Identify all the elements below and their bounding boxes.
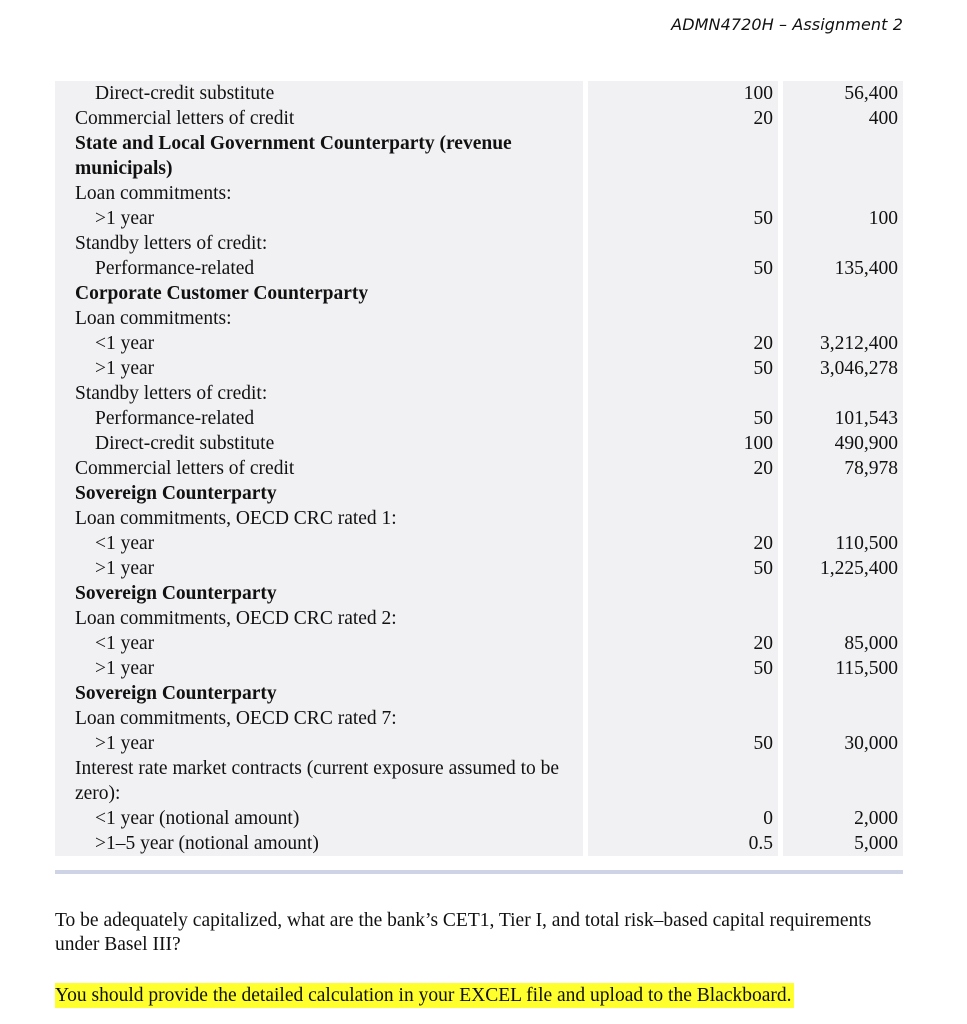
table-row bbox=[55, 756, 903, 806]
section-heading bbox=[55, 681, 583, 706]
table-row bbox=[55, 231, 903, 256]
table-row bbox=[55, 531, 903, 556]
table-row bbox=[55, 131, 903, 181]
row-label-text: Commercial letters of credit bbox=[75, 108, 295, 129]
row-label-text: >1 year bbox=[95, 658, 155, 679]
section-heading bbox=[55, 281, 583, 306]
row-label-text: Direct-credit substitute bbox=[95, 83, 275, 104]
row-label bbox=[55, 631, 583, 656]
section-heading bbox=[55, 481, 583, 506]
section-heading bbox=[55, 131, 583, 181]
row-label bbox=[55, 356, 583, 381]
row-label-text: Direct-credit substitute bbox=[95, 433, 275, 454]
row-label-text: Standby letters of credit: bbox=[75, 233, 268, 254]
conversion-factor-cell: 50 bbox=[588, 256, 778, 281]
amount-cell bbox=[783, 481, 903, 506]
table-row bbox=[55, 281, 903, 306]
amount-cell bbox=[783, 306, 903, 331]
row-label bbox=[55, 756, 583, 806]
document-header: ADMN4720H – Assignment 2 bbox=[671, 15, 903, 34]
row-label-text: Sovereign Counterparty bbox=[75, 583, 277, 604]
table-row bbox=[55, 381, 903, 406]
row-label bbox=[55, 431, 583, 456]
row-label-text: Loan commitments: bbox=[75, 308, 232, 329]
row-label-text: Performance-related bbox=[95, 408, 255, 429]
conversion-factor-cell: 50 bbox=[588, 206, 778, 231]
conversion-factor-cell: 100 bbox=[588, 81, 778, 106]
row-label bbox=[55, 731, 583, 756]
amount-cell bbox=[783, 281, 903, 306]
row-label-text: Sovereign Counterparty bbox=[75, 683, 277, 704]
amount-cell: 101,543 bbox=[783, 406, 903, 431]
conversion-factor-cell bbox=[588, 281, 778, 306]
table-row bbox=[55, 731, 903, 756]
amount-cell: 30,000 bbox=[783, 731, 903, 756]
table-row bbox=[55, 356, 903, 381]
table-row bbox=[55, 706, 903, 731]
row-label-text: Interest rate market contracts (current exposure assumed to be zero): bbox=[75, 758, 560, 804]
conversion-factor-cell bbox=[588, 231, 778, 256]
table-row bbox=[55, 431, 903, 456]
row-label-text: Loan commitments: bbox=[75, 183, 232, 204]
table-row bbox=[55, 481, 903, 506]
table-row bbox=[55, 331, 903, 356]
conversion-factor-cell: 20 bbox=[588, 631, 778, 656]
row-label-text: >1 year bbox=[95, 733, 155, 754]
amount-cell bbox=[783, 231, 903, 256]
table-row bbox=[55, 556, 903, 581]
row-label-text: Commercial letters of credit bbox=[75, 458, 295, 479]
conversion-factor-cell: 50 bbox=[588, 731, 778, 756]
row-label bbox=[55, 806, 583, 831]
amount-cell: 85,000 bbox=[783, 631, 903, 656]
table-row bbox=[55, 81, 903, 106]
conversion-factor-cell: 0 bbox=[588, 806, 778, 831]
conversion-factor-cell: 20 bbox=[588, 531, 778, 556]
amount-cell: 1,225,400 bbox=[783, 556, 903, 581]
amount-cell: 135,400 bbox=[783, 256, 903, 281]
amount-cell: 2,000 bbox=[783, 806, 903, 831]
conversion-factor-cell: 100 bbox=[588, 431, 778, 456]
table-row bbox=[55, 806, 903, 831]
off-balance-sheet-table bbox=[55, 81, 903, 856]
table-row bbox=[55, 831, 903, 856]
amount-cell: 5,000 bbox=[783, 831, 903, 856]
row-label-text: <1 year bbox=[95, 333, 155, 354]
row-label-text: Loan commitments, OECD CRC rated 2: bbox=[75, 608, 397, 629]
conversion-factor-cell: 0.5 bbox=[588, 831, 778, 856]
row-label bbox=[55, 656, 583, 681]
amount-cell: 400 bbox=[783, 106, 903, 131]
conversion-factor-cell: 20 bbox=[588, 331, 778, 356]
row-label-text: >1 year bbox=[95, 208, 155, 229]
conversion-factor-cell bbox=[588, 506, 778, 531]
table-row bbox=[55, 106, 903, 131]
row-label bbox=[55, 606, 583, 631]
row-label-text: >1 year bbox=[95, 558, 155, 579]
conversion-factor-cell bbox=[588, 306, 778, 331]
amount-cell: 100 bbox=[783, 206, 903, 231]
row-label bbox=[55, 831, 583, 856]
conversion-factor-cell bbox=[588, 181, 778, 206]
section-separator bbox=[55, 870, 903, 874]
conversion-factor-cell bbox=[588, 381, 778, 406]
row-label bbox=[55, 231, 583, 256]
amount-cell bbox=[783, 581, 903, 606]
amount-cell bbox=[783, 131, 903, 181]
amount-cell bbox=[783, 181, 903, 206]
table-row bbox=[55, 606, 903, 631]
row-label-text: Corporate Customer Counterparty bbox=[75, 283, 369, 304]
conversion-factor-cell: 50 bbox=[588, 656, 778, 681]
row-label bbox=[55, 331, 583, 356]
row-label-text: <1 year bbox=[95, 533, 155, 554]
conversion-factor-cell: 50 bbox=[588, 406, 778, 431]
table-row bbox=[55, 581, 903, 606]
conversion-factor-cell: 50 bbox=[588, 356, 778, 381]
amount-cell: 115,500 bbox=[783, 656, 903, 681]
conversion-factor-cell bbox=[588, 131, 778, 181]
row-label bbox=[55, 106, 583, 131]
conversion-factor-cell bbox=[588, 581, 778, 606]
conversion-factor-cell bbox=[588, 606, 778, 631]
amount-cell: 56,400 bbox=[783, 81, 903, 106]
row-label-text: Standby letters of credit: bbox=[75, 383, 268, 404]
amount-cell bbox=[783, 506, 903, 531]
row-label bbox=[55, 531, 583, 556]
row-label bbox=[55, 381, 583, 406]
row-label-text: Performance-related bbox=[95, 258, 255, 279]
row-label-text: State and Local Government Counterparty (revenue municipals) bbox=[75, 133, 512, 179]
row-label-text: <1 year bbox=[95, 633, 155, 654]
amount-cell: 78,978 bbox=[783, 456, 903, 481]
row-label-text: >1 year bbox=[95, 358, 155, 379]
conversion-factor-cell bbox=[588, 756, 778, 806]
table-row bbox=[55, 256, 903, 281]
conversion-factor-cell bbox=[588, 481, 778, 506]
row-label bbox=[55, 406, 583, 431]
amount-cell: 110,500 bbox=[783, 531, 903, 556]
table-row bbox=[55, 681, 903, 706]
row-label bbox=[55, 306, 583, 331]
question-text: To be adequately capitalized, what are the bank’s CET1, Tier I, and total risk–based capital requirements under Basel III? bbox=[55, 910, 872, 955]
table-row bbox=[55, 656, 903, 681]
section-heading bbox=[55, 581, 583, 606]
conversion-factor-cell bbox=[588, 681, 778, 706]
row-label bbox=[55, 206, 583, 231]
conversion-factor-cell: 50 bbox=[588, 556, 778, 581]
table-row bbox=[55, 631, 903, 656]
row-label-text: >1–5 year (notional amount) bbox=[95, 833, 319, 854]
row-label bbox=[55, 81, 583, 106]
table-row bbox=[55, 506, 903, 531]
row-label-text: Loan commitments, OECD CRC rated 1: bbox=[75, 508, 397, 529]
row-label-text: Loan commitments, OECD CRC rated 7: bbox=[75, 708, 397, 729]
amount-cell: 3,046,278 bbox=[783, 356, 903, 381]
row-label-text: Sovereign Counterparty bbox=[75, 483, 277, 504]
row-label bbox=[55, 556, 583, 581]
amount-cell bbox=[783, 706, 903, 731]
conversion-factor-cell: 20 bbox=[588, 456, 778, 481]
conversion-factor-cell bbox=[588, 706, 778, 731]
table-row bbox=[55, 406, 903, 431]
row-label bbox=[55, 506, 583, 531]
highlighted-instruction: You should provide the detailed calculation in your EXCEL file and upload to the Blackboard. bbox=[55, 985, 792, 1006]
amount-cell bbox=[783, 381, 903, 406]
amount-cell: 3,212,400 bbox=[783, 331, 903, 356]
amount-cell: 490,900 bbox=[783, 431, 903, 456]
table-row bbox=[55, 456, 903, 481]
amount-cell bbox=[783, 606, 903, 631]
amount-cell bbox=[783, 681, 903, 706]
conversion-factor-cell: 20 bbox=[588, 106, 778, 131]
table-row bbox=[55, 206, 903, 231]
row-label bbox=[55, 181, 583, 206]
row-label bbox=[55, 706, 583, 731]
amount-cell bbox=[783, 756, 903, 806]
table-row bbox=[55, 181, 903, 206]
row-label bbox=[55, 256, 583, 281]
table-row bbox=[55, 306, 903, 331]
row-label bbox=[55, 456, 583, 481]
row-label-text: <1 year (notional amount) bbox=[95, 808, 300, 829]
